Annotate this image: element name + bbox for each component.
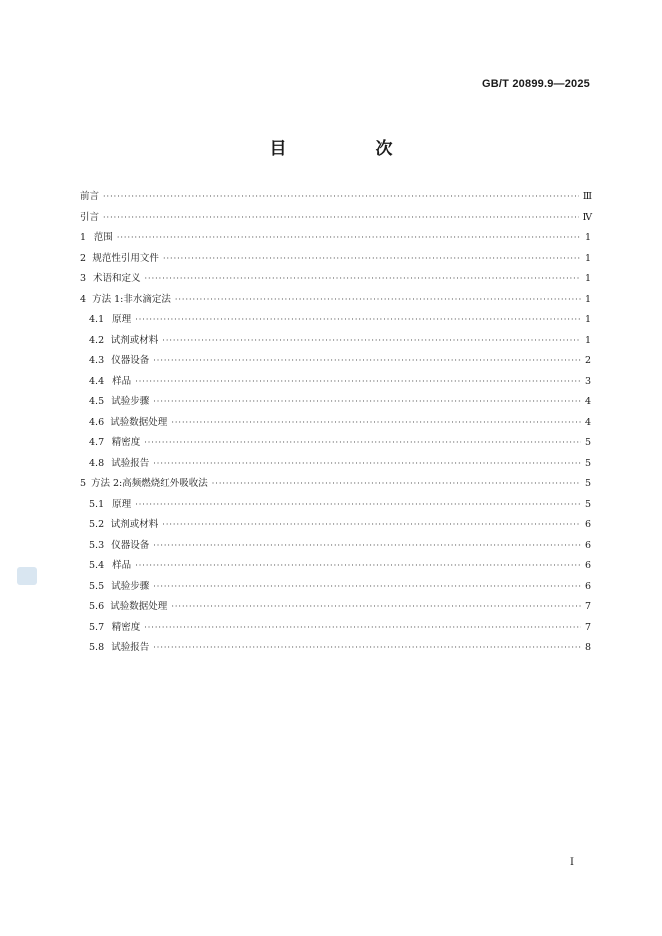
toc-dot-leader — [135, 310, 581, 331]
toc-entry-label: 试验数据处理 — [110, 601, 168, 612]
toc-entry[interactable] — [80, 474, 591, 495]
toc-entry-number: 4.1 — [89, 314, 105, 325]
toc-entry[interactable] — [80, 372, 591, 393]
toc-entry-number: 5.4 — [89, 560, 105, 571]
toc-entry[interactable] — [80, 249, 591, 270]
toc-entry-page: 6 — [585, 539, 592, 551]
toc-entry-number: 4.8 — [89, 457, 105, 469]
toc-entry[interactable] — [80, 310, 591, 331]
toc-dot-leader — [175, 290, 581, 311]
toc-entry-label: 试验步骤 — [111, 580, 150, 592]
toc-dot-leader — [144, 618, 581, 639]
toc-entry-number: 4.7 — [89, 437, 105, 448]
toc-entry-label: 精密度 — [111, 437, 141, 448]
toc-entry[interactable] — [80, 577, 591, 598]
toc-dot-leader — [171, 597, 581, 618]
toc-dot-leader — [153, 577, 581, 598]
toc-entry-number: 1 — [80, 232, 87, 243]
toc-entry-label: 试剂或材料 — [110, 334, 159, 346]
toc-dot-leader — [163, 249, 581, 270]
toc-entry-number: 4.5 — [89, 396, 105, 407]
toc-dot-leader — [153, 536, 581, 557]
toc-entry-label: 样品 — [112, 560, 132, 571]
toc-dot-leader — [153, 638, 581, 659]
toc-dot-leader — [103, 208, 579, 229]
toc-dot-leader — [135, 495, 581, 516]
toc-entry-number: 5.8 — [89, 642, 105, 653]
toc-dot-leader — [103, 187, 579, 208]
toc-entry-page: 1 — [585, 314, 592, 325]
toc-entry[interactable] — [80, 208, 591, 229]
toc-entry-number: 4 — [80, 293, 87, 305]
toc-entry[interactable] — [80, 187, 591, 208]
toc-entry-label: 仪器设备 — [111, 539, 150, 551]
toc-entry-number: 5.2 — [89, 519, 105, 530]
toc-dot-leader — [171, 413, 581, 434]
toc-entry-page: 5 — [585, 498, 592, 510]
toc-entry-label: 试验报告 — [111, 642, 150, 653]
toc-entry-number: 3 — [80, 273, 87, 284]
toc-entry-label: 引言 — [80, 211, 100, 223]
toc-entry-page: 1 — [585, 252, 592, 264]
toc-dot-leader — [153, 392, 581, 413]
toc-dot-leader — [212, 474, 581, 495]
toc-entry-page: Ⅳ — [582, 211, 593, 223]
toc-entry-page: 7 — [585, 601, 592, 612]
toc-entry[interactable] — [80, 454, 591, 475]
toc-entry-label: 原理 — [112, 498, 132, 510]
toc-entry-page: 1 — [585, 232, 592, 243]
toc-entry-page: 4 — [585, 396, 592, 407]
toc-entry-number: 5.7 — [89, 621, 105, 633]
toc-entry[interactable] — [80, 495, 591, 516]
watermark-logo-icon — [17, 567, 37, 585]
toc-entry-page: 4 — [585, 416, 592, 428]
toc-entry[interactable] — [80, 536, 591, 557]
toc-entry-number: 5.3 — [89, 539, 105, 551]
toc-entry-label: 试剂或材料 — [110, 519, 159, 530]
toc-dot-leader — [135, 556, 581, 577]
toc-entry-page: 5 — [585, 478, 592, 489]
toc-dot-leader — [162, 331, 581, 352]
toc-dot-leader — [153, 351, 581, 372]
toc-dot-leader — [117, 228, 581, 249]
toc-entry-label: 方法 2:高频燃烧红外吸收法 — [90, 478, 208, 489]
toc-entry-label: 术语和定义 — [92, 273, 141, 284]
standard-code: GB/T 20899.9—2025 — [482, 78, 590, 90]
toc-entry-page: 1 — [585, 334, 592, 346]
toc-dot-leader — [144, 433, 581, 454]
toc-entry-number: 4.4 — [89, 375, 105, 387]
toc-entry[interactable] — [80, 618, 591, 639]
toc-entry-number: 2 — [80, 252, 87, 264]
toc-entry[interactable] — [80, 228, 591, 249]
toc-entry-label: 方法 1:非水滴定法 — [92, 293, 171, 305]
toc-entry-number: 5.5 — [89, 580, 105, 592]
toc-entry[interactable] — [80, 351, 591, 372]
toc-entry-page: 7 — [585, 621, 592, 633]
toc-entry-label: 精密度 — [111, 621, 141, 633]
toc-entry-number: 4.2 — [89, 334, 105, 346]
toc-entry-number: 5.1 — [89, 498, 105, 510]
toc-entry-page: 3 — [585, 375, 592, 387]
toc-entry-number: 5 — [80, 478, 87, 489]
toc-entry[interactable] — [80, 433, 591, 454]
toc-entry-page: Ⅲ — [582, 191, 593, 202]
toc-entry-page: 1 — [585, 273, 592, 284]
toc-entry-page: 1 — [585, 293, 592, 305]
toc-entry-label: 试验数据处理 — [110, 416, 168, 428]
toc-entry-number: 4.6 — [89, 416, 105, 428]
toc-entry-label: 范围 — [93, 232, 113, 243]
toc-entry-page: 5 — [585, 437, 592, 448]
toc-entry-number: 4.3 — [89, 355, 105, 366]
toc-entry[interactable] — [80, 556, 591, 577]
toc-dot-leader — [135, 372, 581, 393]
toc-entry-label: 原理 — [112, 314, 132, 325]
toc-entry-label: 前言 — [80, 191, 100, 202]
toc-entry[interactable] — [80, 638, 591, 659]
toc-entry[interactable] — [80, 413, 591, 434]
table-of-contents — [80, 187, 591, 659]
toc-entry-label: 样品 — [112, 375, 132, 387]
toc-entry-number: 5.6 — [89, 601, 105, 612]
toc-entry[interactable] — [80, 290, 591, 311]
toc-entry-label: 仪器设备 — [111, 355, 150, 366]
toc-entry[interactable] — [80, 269, 591, 290]
page-number: I — [570, 857, 574, 868]
toc-entry-page: 5 — [585, 457, 592, 469]
toc-title: 目 次 — [269, 139, 429, 159]
toc-entry-label: 试验步骤 — [111, 396, 150, 407]
toc-entry-page: 6 — [585, 519, 592, 530]
toc-entry-page: 2 — [585, 355, 592, 366]
toc-entry[interactable] — [80, 515, 591, 536]
toc-entry-label: 试验报告 — [111, 457, 150, 469]
toc-entry[interactable] — [80, 597, 591, 618]
toc-entry-page: 8 — [585, 642, 592, 653]
toc-dot-leader — [162, 515, 581, 536]
toc-entry-label: 规范性引用文件 — [92, 252, 159, 264]
toc-entry-page: 6 — [585, 560, 592, 571]
toc-entry-page: 6 — [585, 580, 592, 592]
toc-dot-leader — [153, 454, 581, 475]
toc-dot-leader — [144, 269, 581, 290]
toc-entry[interactable] — [80, 331, 591, 352]
toc-entry[interactable] — [80, 392, 591, 413]
